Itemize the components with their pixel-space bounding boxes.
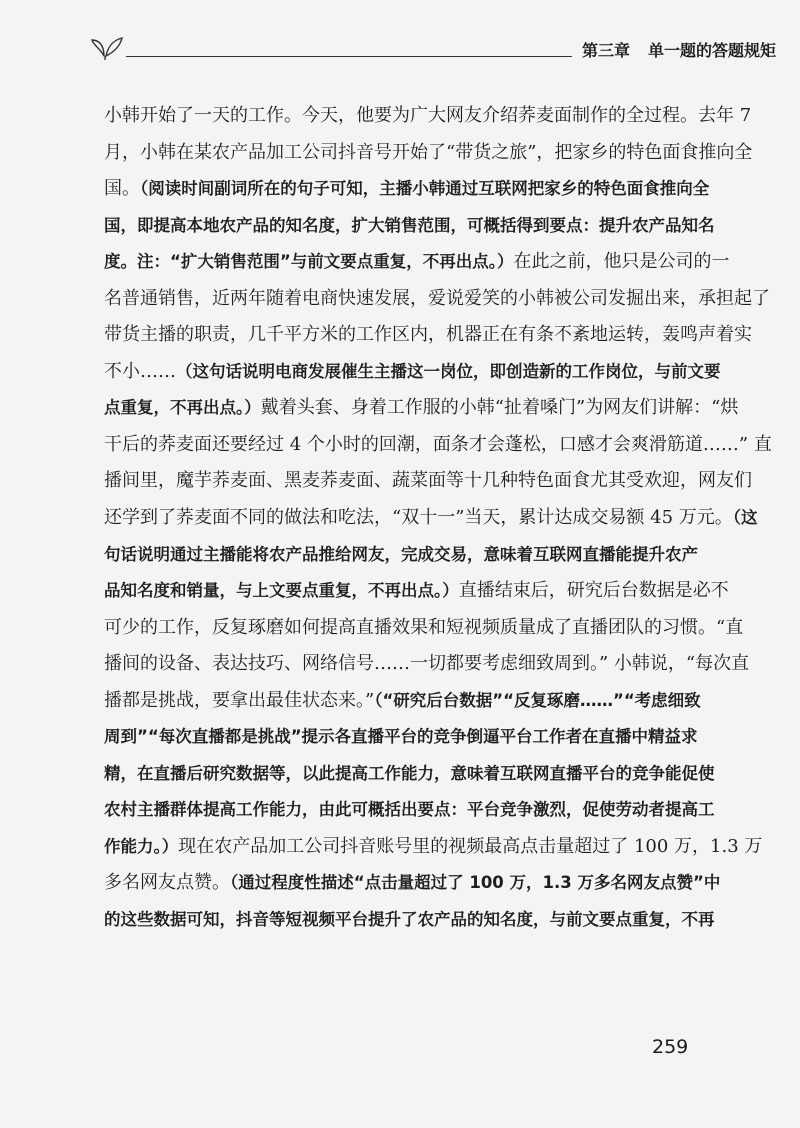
passage-text: 直播结束后，研究后台数据是必不 bbox=[458, 580, 729, 602]
annotation-text: 句话说明通过主播能将农产品推给网友，完成交易，意味着互联网直播能提升农产 bbox=[104, 544, 698, 564]
text-line bbox=[104, 244, 730, 281]
text-line bbox=[104, 500, 758, 537]
text-line bbox=[104, 865, 721, 902]
text-line bbox=[104, 135, 753, 172]
header-rule bbox=[126, 56, 572, 57]
text-line bbox=[104, 719, 698, 756]
passage-text: 带货主播的职责，几千平方米的工作区内，机器正在有条不紊地运转，轰鸣声着实 bbox=[104, 324, 752, 346]
annotation-text: 度。注：“扩大销售范围”与前文要点重复，不再出点。） bbox=[104, 252, 514, 272]
passage-text: 多名网友点赞。 bbox=[104, 872, 230, 894]
chapter-title: 单一题的答题规矩 bbox=[648, 41, 777, 60]
text-line bbox=[104, 171, 710, 208]
text-line bbox=[104, 463, 752, 500]
text-line bbox=[104, 208, 715, 245]
chapter-label: 第三章 bbox=[582, 41, 631, 60]
passage-text: 现在农产品加工公司抖音账号里的视频最高点击量超过了 100 万，1.3 万 bbox=[178, 835, 763, 857]
passage-text: 干后的荞麦面还要经过 4 个小时的回潮，面条才会蓬松，口感才会爽滑筋道……” 直 bbox=[104, 433, 772, 455]
chapter-heading bbox=[582, 38, 776, 61]
passage-text: 小韩开始了一天的工作。今天，他要为广大网友介绍荞麦面制作的全过程。去年 7 bbox=[104, 105, 752, 126]
annotation-text: 精，在直播后研究数据等，以此提高工作能力，意味着互联网直播平台的竞争能促使 bbox=[104, 763, 715, 783]
text-line bbox=[104, 610, 744, 647]
text-line bbox=[104, 317, 752, 354]
annotation-text: 国，即提高本地农产品的知名度，扩大销售范围，可概括得到要点：提升农产品知名 bbox=[104, 215, 715, 235]
annotation-text: 点重复，不再出点。） bbox=[104, 398, 261, 418]
text-line bbox=[104, 390, 739, 427]
text-line bbox=[104, 537, 698, 574]
annotation-text: （这 bbox=[732, 508, 758, 528]
passage-text: 月，小韩在某农产品加工公司抖音号开始了“带货之旅”，把家乡的特色面食推向全 bbox=[104, 141, 753, 163]
annotation-text: 周到”“每次直播都是挑战”提示各直播平台的竞争倒逼平台工作者在直播中精益求 bbox=[104, 727, 698, 747]
text-line bbox=[104, 354, 721, 391]
annotation-text: （这句话说明电商发展催生主播这一岗位，即创造新的工作岗位，与前文要 bbox=[176, 361, 721, 381]
annotation-text: （阅读时间副词所在的句子可知，主播小韩通过互联网把家乡的特色面食推向全 bbox=[140, 179, 710, 199]
passage-text: 可少的工作，反复琢磨如何提高直播效果和短视频质量成了直播团队的习惯。“直 bbox=[104, 616, 744, 638]
passage-text: 播间的设备、表达技巧、网络信号……一切都要考虑细致周到。” 小韩说，“每次直 bbox=[104, 653, 750, 675]
text-line bbox=[104, 646, 750, 683]
page-number: 259 bbox=[652, 1036, 689, 1058]
passage-text: 国。 bbox=[104, 178, 140, 200]
passage-text: 播间里，魔芋荞麦面、黑麦荞麦面、蔬菜面等十几种特色面食尤其受欢迎，网友们 bbox=[104, 470, 752, 492]
passage-text: 戴着头套、身着工作服的小韩“扯着嗓门”为网友们讲解：“烘 bbox=[260, 397, 739, 419]
passage-text: 在此之前，他只是公司的一 bbox=[513, 251, 730, 273]
passage-text: 名普通销售，近两年随着电商快速发展，爱说爱笑的小韩被公司发掘出来，承担起了 bbox=[104, 287, 770, 309]
body-paragraph bbox=[104, 98, 772, 939]
text-line bbox=[104, 281, 770, 318]
text-line bbox=[104, 792, 715, 829]
passage-text: 播都是挑战，要拿出最佳状态来。” bbox=[104, 689, 375, 711]
text-line bbox=[104, 902, 715, 939]
annotation-text: （通过程度性描述“点击量超过了 100 万，1.3 万多名网友点赞”中 bbox=[230, 873, 721, 893]
annotation-text: 作能力。） bbox=[104, 836, 179, 856]
text-line bbox=[104, 756, 715, 793]
annotation-text: 品知名度和销量，与上文要点重复，不再出点。） bbox=[104, 581, 459, 601]
leaf-ornament-icon bbox=[90, 34, 124, 60]
text-line bbox=[104, 427, 772, 464]
text-line bbox=[104, 98, 752, 135]
passage-text: 还学到了荞麦面不同的做法和吃法，“双十一”当天，累计达成交易额 45 万元。 bbox=[104, 507, 733, 529]
text-line bbox=[104, 683, 701, 720]
annotation-text: 的这些数据可知，抖音等短视频平台提升了农产品的知名度，与前文要点重复，不再 bbox=[104, 910, 715, 930]
text-line bbox=[104, 573, 729, 610]
passage-text: 不小…… bbox=[104, 360, 176, 382]
annotation-text: 农村主播群体提高工作能力，由此可概括出要点：平台竞争激烈，促使劳动者提高工 bbox=[104, 800, 715, 820]
text-line bbox=[104, 829, 763, 866]
running-header bbox=[86, 34, 777, 64]
annotation-text: （“研究后台数据”“反复琢磨……”“考虑细致 bbox=[374, 690, 701, 710]
